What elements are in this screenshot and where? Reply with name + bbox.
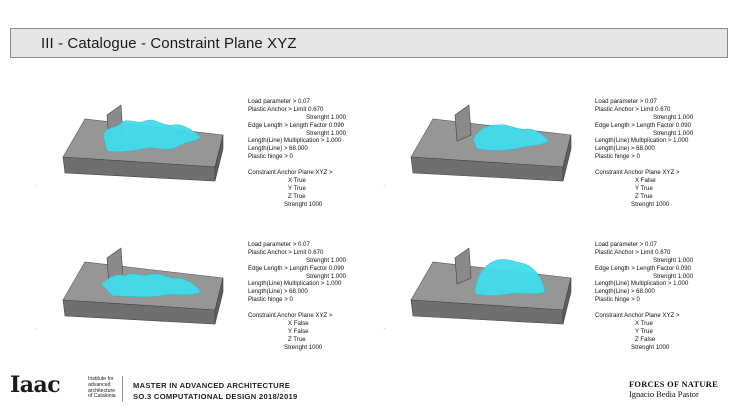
constraint-strength: Strenght 1000 — [284, 200, 323, 208]
anchor-wall — [455, 105, 471, 141]
constraint-x: X True — [288, 176, 306, 184]
edge-strength: Strenght 1.000 — [653, 272, 693, 280]
parameter-list — [595, 98, 693, 208]
edge-strength: Strenght 1.000 — [306, 272, 346, 280]
institute-line: architecture — [88, 387, 116, 394]
constraint-y: Y False — [288, 327, 309, 335]
footer-divider — [122, 376, 123, 402]
plastic-anchor: Plastic Anchor > Limit 0.670 — [248, 105, 324, 113]
plane-model-svg — [403, 238, 573, 338]
constraint-z: Z True — [288, 192, 306, 200]
parameter-list — [595, 241, 693, 351]
constraint-strength: Strenght 1000 — [284, 343, 323, 351]
institute-name — [88, 377, 116, 400]
plane-model-svg — [55, 95, 225, 195]
anchor-strength: Strenght 1.000 — [653, 256, 693, 264]
length-multiplication: Length(Line) Multiplication > 1.000 — [248, 137, 342, 145]
project-credit — [629, 380, 718, 400]
anchor-strength: Strenght 1.000 — [306, 113, 346, 121]
plane-model-svg — [403, 95, 573, 195]
edge-strength: Strenght 1.000 — [306, 129, 346, 137]
decorative-mark: · — [383, 324, 386, 333]
iaac-logo: Iaac — [10, 372, 61, 398]
section-title-bar — [10, 28, 728, 58]
anchor-strength: Strenght 1.000 — [306, 256, 346, 264]
plastic-hinge: Plastic hinge > 0 — [248, 296, 293, 304]
plastic-hinge: Plastic hinge > 0 — [595, 153, 640, 161]
length-line: Length(Line) > 68.000 — [248, 145, 308, 153]
anchor-mesh — [475, 259, 545, 295]
edge-length: Edge Length > Length Factor 0.090 — [248, 121, 345, 129]
length-multiplication: Length(Line) Multiplication > 1.000 — [595, 280, 689, 288]
spacer — [248, 304, 346, 312]
plastic-hinge: Plastic hinge > 0 — [248, 153, 293, 161]
constraint-anchor-plane: Constraint Anchor Plane XYZ > — [595, 169, 680, 177]
spacer — [248, 161, 346, 169]
author-name: Ignacio Bedia Pastor — [628, 390, 699, 399]
model-render — [55, 95, 225, 195]
load-parameter: Load parameter > 0.07 — [248, 98, 310, 105]
constraint-y: Y True — [635, 184, 653, 192]
edge-length: Edge Length > Length Factor 0.090 — [595, 121, 692, 129]
edge-strength: Strenght 1.000 — [653, 129, 693, 137]
program-info — [133, 380, 298, 402]
footer — [0, 368, 730, 411]
parameter-list — [248, 241, 346, 351]
constraint-anchor-plane: Constraint Anchor Plane XYZ > — [248, 312, 333, 320]
decorative-mark: · — [35, 324, 38, 333]
load-parameter: Load parameter > 0.07 — [595, 98, 657, 105]
plastic-anchor: Plastic Anchor > Limit 0.670 — [248, 248, 324, 256]
constraint-y: Y True — [288, 184, 306, 192]
spacer — [595, 161, 693, 169]
project-title: FORCES OF NATURE — [628, 380, 718, 389]
load-parameter: Load parameter > 0.07 — [248, 241, 310, 248]
model-render — [55, 238, 225, 338]
plane-model-svg — [55, 238, 225, 338]
plastic-anchor: Plastic Anchor > Limit 0.670 — [595, 105, 671, 113]
length-line: Length(Line) > 68.000 — [595, 145, 655, 153]
model-render — [403, 95, 573, 195]
institute-line: Institute for — [88, 376, 114, 382]
decorative-mark: · — [383, 181, 386, 190]
constraint-strength: Strenght 1000 — [631, 200, 670, 208]
length-multiplication: Length(Line) Multiplication > 1.000 — [595, 137, 689, 145]
plastic-anchor: Plastic Anchor > Limit 0.670 — [595, 248, 671, 256]
spacer — [595, 304, 693, 312]
constraint-anchor-plane: Constraint Anchor Plane XYZ > — [248, 169, 333, 177]
edge-length: Edge Length > Length Factor 0.090 — [595, 264, 692, 272]
length-multiplication: Length(Line) Multiplication > 1.000 — [248, 280, 342, 288]
constraint-z: Z False — [635, 335, 656, 343]
constraint-x: X True — [635, 319, 653, 327]
constraint-z: Z True — [635, 192, 653, 200]
institute-line: advanced — [88, 381, 111, 388]
constraint-x: X False — [288, 319, 309, 327]
decorative-mark: · — [35, 181, 38, 190]
constraint-x: X False — [635, 176, 656, 184]
constraint-y: Y True — [635, 327, 653, 335]
page-title: III - Catalogue - Constraint Plane XYZ — [41, 35, 297, 52]
constraint-strength: Strenght 1000 — [631, 343, 670, 351]
institute-line: of Catalonia — [88, 393, 116, 400]
constraint-z: Z True — [288, 335, 306, 343]
edge-length: Edge Length > Length Factor 0.090 — [248, 264, 345, 272]
length-line: Length(Line) > 68.000 — [595, 288, 655, 296]
anchor-strength: Strenght 1.000 — [653, 113, 693, 121]
load-parameter: Load parameter > 0.07 — [595, 241, 657, 248]
anchor-wall — [455, 248, 471, 284]
model-render — [403, 238, 573, 338]
program-title: MASTER IN ADVANCED ARCHITECTURE — [133, 381, 291, 390]
constraint-anchor-plane: Constraint Anchor Plane XYZ > — [595, 312, 680, 320]
plastic-hinge: Plastic hinge > 0 — [595, 296, 640, 304]
length-line: Length(Line) > 68.000 — [248, 288, 308, 296]
parameter-list — [248, 98, 346, 208]
course-title: SO.3 COMPUTATIONAL DESIGN 2018/2019 — [133, 392, 298, 401]
